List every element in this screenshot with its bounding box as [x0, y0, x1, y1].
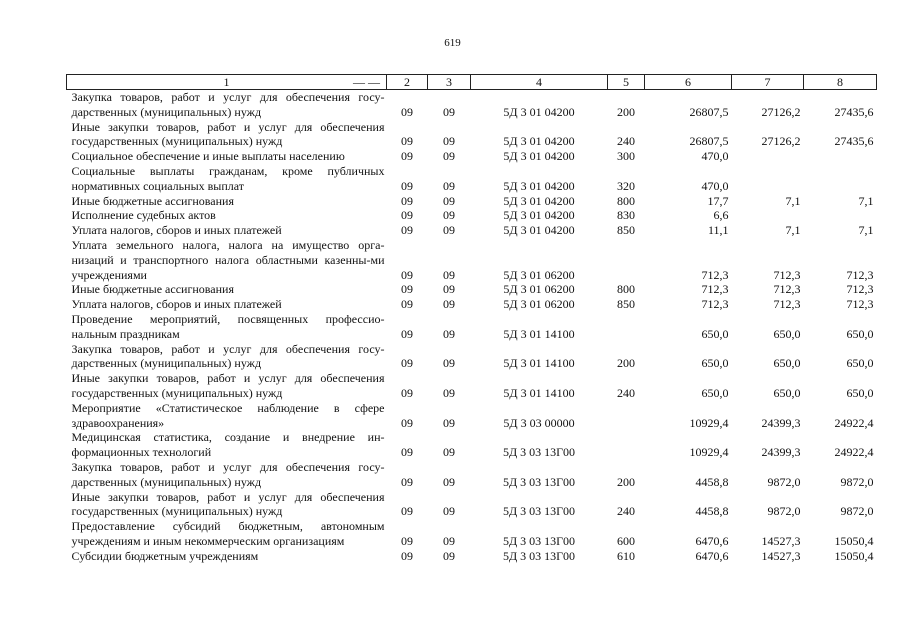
row-section: 09	[401, 297, 413, 312]
table-row	[67, 401, 877, 431]
row-amount-2: 14527,3	[761, 548, 801, 563]
row-amount-3: 7,1	[858, 193, 874, 208]
row-amount-2: 650,0	[773, 385, 801, 400]
table-row	[67, 223, 877, 238]
row-amount-1: 470,0	[701, 149, 729, 164]
row-amount-2: 650,0	[773, 356, 801, 371]
table-row	[67, 90, 877, 120]
row-amount-3: 712,3	[846, 267, 874, 282]
row-name: Уплата налогов, сборов и иных платежей	[71, 297, 282, 312]
row-amount-1: 6470,6	[695, 548, 729, 563]
row-subsection: 09	[443, 548, 455, 563]
row-expense-type: 610	[617, 548, 635, 563]
row-amount-2: 712,3	[773, 282, 801, 297]
row-amount-3: 15050,4	[834, 548, 874, 563]
row-target-code: 5Д 3 01 04200	[503, 134, 575, 149]
header-row	[67, 75, 877, 90]
header-col-3: 3	[428, 75, 471, 90]
row-expense-type: 240	[617, 385, 635, 400]
row-target-code: 5Д 3 03 13Г00	[502, 504, 576, 519]
row-subsection: 09	[443, 326, 455, 341]
row-amount-1: 4458,8	[695, 504, 729, 519]
row-subsection: 09	[443, 445, 455, 460]
row-amount-2: 14527,3	[761, 533, 801, 548]
row-amount-1: 712,3	[701, 297, 729, 312]
row-amount-2	[732, 149, 804, 164]
table-row	[67, 312, 877, 342]
row-name: Социальные выплаты гражданам, кроме публичных нормативных социальных выплат	[71, 163, 385, 193]
row-expense-type: 240	[617, 504, 635, 519]
row-expense-type: 240	[617, 134, 635, 149]
row-target-code: 5Д 3 03 13Г00	[502, 548, 576, 563]
row-amount-1: 10929,4	[689, 415, 729, 430]
row-amount-3: 650,0	[846, 326, 874, 341]
row-target-code: 5Д 3 03 13Г00	[502, 445, 576, 460]
table-row	[67, 238, 877, 282]
row-expense-type	[608, 430, 645, 460]
row-name: Иные бюджетные ассигнования	[71, 282, 234, 297]
row-amount-3: 650,0	[846, 356, 874, 371]
header-col-4: 4	[471, 75, 608, 90]
row-section: 09	[401, 356, 413, 371]
row-section: 09	[401, 223, 413, 238]
row-target-code: 5Д 3 03 13Г00	[502, 474, 576, 489]
row-amount-3: 24922,4	[834, 415, 874, 430]
row-amount-2: 650,0	[773, 326, 801, 341]
row-section: 09	[401, 193, 413, 208]
row-amount-1: 11,1	[707, 223, 729, 238]
row-amount-3	[804, 164, 877, 194]
table-row	[67, 208, 877, 223]
row-amount-3: 27435,6	[834, 104, 874, 119]
row-expense-type: 830	[617, 208, 635, 223]
row-amount-3: 712,3	[846, 297, 874, 312]
row-name: Социальное обеспечение и иные выплаты населению	[71, 149, 345, 164]
row-target-code: 5Д 3 01 06200	[503, 297, 575, 312]
row-name: Иные закупки товаров, работ и услуг для обеспечения государственных (муниципальных) нужд	[71, 489, 385, 519]
row-expense-type: 800	[617, 282, 635, 297]
row-name: Закупка товаров, работ и услуг для обеспечения госу-дарственных (муниципальных) нужд	[71, 90, 385, 119]
row-section: 09	[401, 149, 413, 164]
row-name: Субсидии бюджетным учреждениям	[71, 548, 259, 563]
row-section: 09	[401, 282, 413, 297]
row-amount-1: 650,0	[701, 326, 729, 341]
row-subsection: 09	[443, 193, 455, 208]
header-col-2: 2	[387, 75, 428, 90]
row-target-code: 5Д 3 01 14100	[503, 385, 575, 400]
row-subsection: 09	[443, 504, 455, 519]
row-target-code: 5Д 3 01 04200	[503, 193, 575, 208]
row-amount-3	[804, 149, 877, 164]
row-name: Мероприятие «Статистическое наблюдение в сфере здравоохранения»	[71, 400, 385, 430]
row-subsection: 09	[443, 474, 455, 489]
row-amount-1: 650,0	[701, 356, 729, 371]
row-section: 09	[401, 445, 413, 460]
row-expense-type: 200	[617, 356, 635, 371]
row-name: Исполнение судебных актов	[71, 208, 216, 223]
row-amount-2: 712,3	[773, 297, 801, 312]
row-subsection: 09	[443, 385, 455, 400]
row-section: 09	[401, 104, 413, 119]
row-expense-type: 800	[617, 193, 635, 208]
row-amount-3: 9872,0	[840, 474, 874, 489]
row-subsection: 09	[443, 533, 455, 548]
row-subsection: 09	[443, 267, 455, 282]
table-row	[67, 282, 877, 297]
row-section: 09	[401, 134, 413, 149]
row-amount-2: 24399,3	[761, 415, 801, 430]
row-section: 09	[401, 474, 413, 489]
row-subsection: 09	[443, 415, 455, 430]
table-row	[67, 194, 877, 209]
row-amount-1: 17,7	[707, 193, 729, 208]
row-name: Закупка товаров, работ и услуг для обеспечения госу-дарственных (муниципальных) нужд	[71, 341, 385, 371]
row-amount-2: 712,3	[773, 267, 801, 282]
budget-table	[66, 74, 877, 564]
header-col-1-label: 1	[223, 74, 230, 89]
row-subsection: 09	[443, 104, 455, 119]
row-target-code: 5Д 3 01 04200	[503, 223, 575, 238]
row-amount-1: 26807,5	[689, 134, 729, 149]
header-col-8: 8	[804, 75, 877, 90]
row-target-code: 5Д 3 01 04200	[503, 104, 575, 119]
row-subsection: 09	[443, 223, 455, 238]
row-amount-1: 712,3	[701, 267, 729, 282]
row-section: 09	[401, 504, 413, 519]
row-section: 09	[401, 385, 413, 400]
row-amount-1: 4458,8	[695, 474, 729, 489]
page-number: 619	[444, 37, 461, 49]
row-amount-2	[732, 208, 804, 223]
row-section: 09	[401, 208, 413, 223]
row-expense-type: 300	[617, 149, 635, 164]
row-name: Закупка товаров, работ и услуг для обеспечения госу-дарственных (муниципальных) нужд	[71, 459, 385, 489]
row-expense-type: 600	[617, 533, 635, 548]
row-amount-1: 10929,4	[689, 445, 729, 460]
header-col-6: 6	[645, 75, 732, 90]
row-target-code: 5Д 3 01 06200	[503, 282, 575, 297]
row-subsection: 09	[443, 208, 455, 223]
row-amount-3: 24922,4	[834, 445, 874, 460]
row-subsection: 09	[443, 134, 455, 149]
row-target-code: 5Д 3 01 06200	[503, 267, 575, 282]
row-section: 09	[401, 415, 413, 430]
row-target-code: 5Д 3 01 14100	[503, 356, 575, 371]
row-expense-type: 850	[617, 223, 635, 238]
row-amount-2: 9872,0	[767, 474, 801, 489]
row-amount-2: 7,1	[785, 223, 801, 238]
row-section: 09	[401, 548, 413, 563]
row-amount-3: 650,0	[846, 385, 874, 400]
table-row	[67, 549, 877, 564]
row-amount-3: 712,3	[846, 282, 874, 297]
row-amount-3: 27435,6	[834, 134, 874, 149]
table-row	[67, 297, 877, 312]
row-amount-2: 7,1	[785, 193, 801, 208]
row-name: Предоставление субсидий бюджетным, автономным учреждениям и иным некоммерческим организациям	[71, 519, 385, 548]
table-header	[67, 75, 877, 90]
row-amount-2	[732, 164, 804, 194]
row-subsection: 09	[443, 282, 455, 297]
row-amount-2: 27126,2	[761, 104, 801, 119]
row-name: Медицинская статистика, создание и внедрение ин-формационных технологий	[71, 430, 385, 460]
table-row	[67, 342, 877, 372]
header-col-5: 5	[608, 75, 645, 90]
row-expense-type	[608, 238, 645, 282]
row-expense-type	[608, 401, 645, 431]
table-row	[67, 120, 877, 150]
row-expense-type: 200	[617, 104, 635, 119]
table-row	[67, 371, 877, 401]
row-expense-type: 850	[617, 297, 635, 312]
row-amount-2: 27126,2	[761, 134, 801, 149]
row-expense-type: 320	[617, 178, 635, 193]
row-name: Уплата земельного налога, налога на имущество орга-низаций и транспортного налога областными казенны-ми учреждениями	[71, 237, 385, 282]
row-name: Иные закупки товаров, работ и услуг для обеспечения государственных (муниципальных) нужд	[71, 371, 385, 400]
row-name: Проведение мероприятий, посвященных профессио-нальным праздникам	[71, 311, 385, 341]
row-target-code: 5Д 3 03 13Г00	[502, 533, 576, 548]
row-amount-3	[804, 208, 877, 223]
row-section: 09	[401, 178, 413, 193]
row-amount-1: 712,3	[701, 282, 729, 297]
table-row	[67, 460, 877, 490]
table-row	[67, 164, 877, 194]
row-amount-1: 650,0	[701, 385, 729, 400]
row-target-code: 5Д 3 01 04200	[503, 208, 575, 223]
row-expense-type	[608, 312, 645, 342]
row-name: Уплата налогов, сборов и иных платежей	[71, 223, 282, 238]
table-row	[67, 149, 877, 164]
row-amount-1: 6470,6	[695, 533, 729, 548]
row-amount-2: 24399,3	[761, 445, 801, 460]
row-subsection: 09	[443, 356, 455, 371]
row-subsection: 09	[443, 178, 455, 193]
row-subsection: 09	[443, 297, 455, 312]
row-section: 09	[401, 533, 413, 548]
row-section: 09	[401, 267, 413, 282]
row-amount-1: 26807,5	[689, 104, 729, 119]
row-target-code: 5Д 3 01 04200	[503, 178, 575, 193]
row-amount-1: 6,6	[713, 208, 729, 223]
header-col-1	[67, 75, 387, 90]
row-section: 09	[401, 326, 413, 341]
header-col-7: 7	[732, 75, 804, 90]
table-row	[67, 490, 877, 520]
row-target-code: 5Д 3 01 14100	[503, 326, 575, 341]
row-expense-type: 200	[617, 474, 635, 489]
row-name: Иные бюджетные ассигнования	[71, 193, 234, 208]
row-amount-1: 470,0	[701, 178, 729, 193]
row-name: Иные закупки товаров, работ и услуг для обеспечения государственных (муниципальных) нужд	[71, 119, 385, 149]
row-target-code: 5Д 3 01 04200	[503, 149, 575, 164]
table-body	[67, 90, 877, 564]
row-target-code: 5Д 3 03 00000	[503, 415, 575, 430]
row-subsection: 09	[443, 149, 455, 164]
table-row	[67, 430, 877, 460]
table-row	[67, 519, 877, 549]
header-dashes: — —	[353, 74, 380, 89]
row-amount-2: 9872,0	[767, 504, 801, 519]
row-amount-3: 7,1	[858, 223, 874, 238]
row-amount-3: 15050,4	[834, 533, 874, 548]
row-amount-3: 9872,0	[840, 504, 874, 519]
